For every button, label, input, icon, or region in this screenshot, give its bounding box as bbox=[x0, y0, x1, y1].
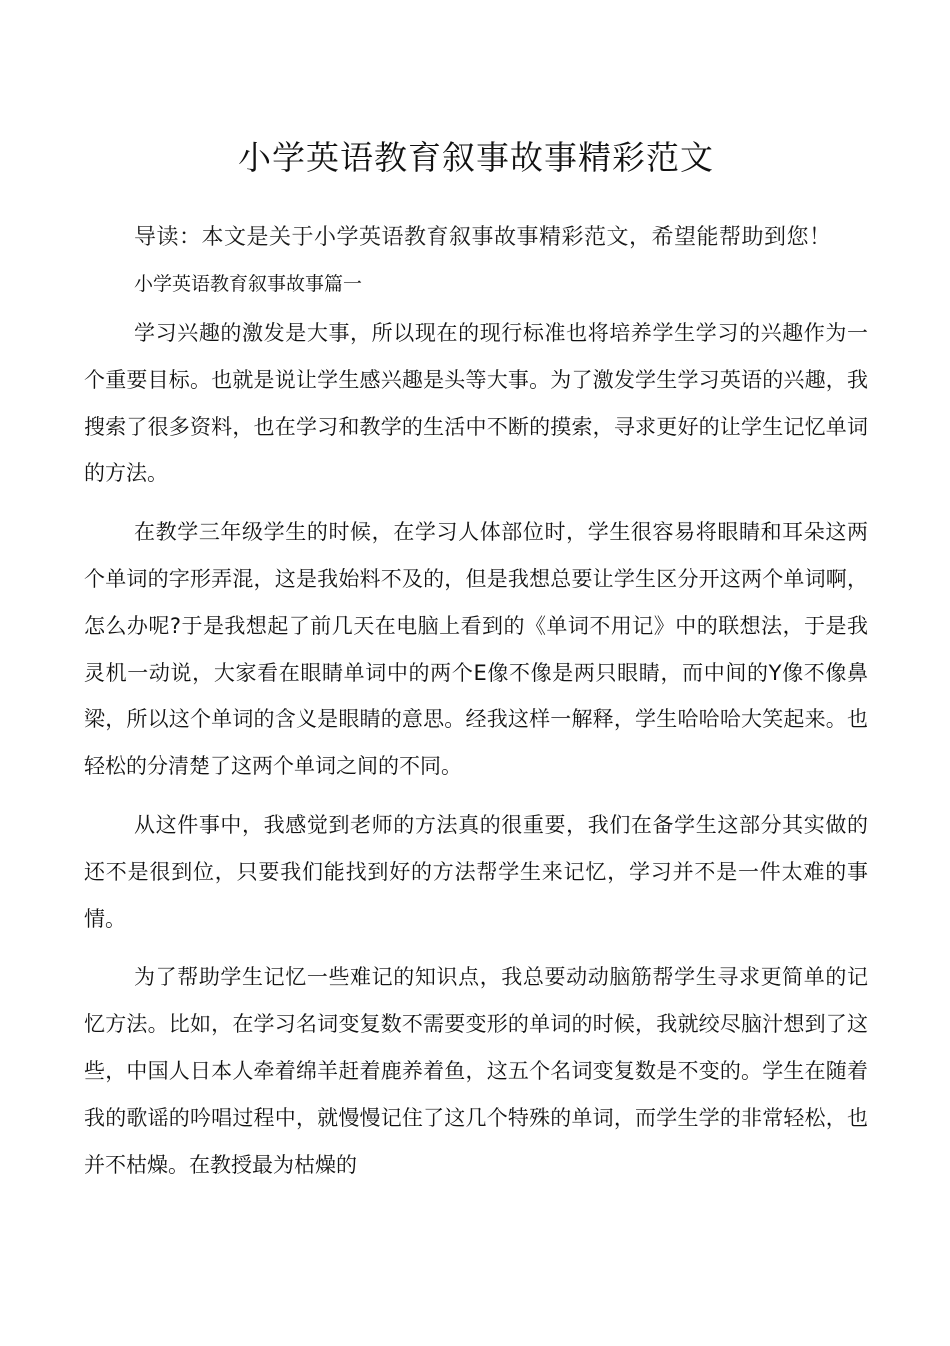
intro-text: 导读：本文是关于小学英语教育叙事故事精彩范文，希望能帮助到您！ bbox=[134, 225, 832, 250]
body-paragraph-4: 为了帮助学生记忆一些难记的知识点，我总要动动脑筋帮学生寻求更简单的记忆方法。比如，在学习名词变复数不需要变形的单词的时候，我就绞尽脑汁想到了这些，中国人日本人牵着绵羊赶着鹿养着鱼，这五个名词变复数是不变的。学生在随着我的歌谣的吟唱过程中，就慢慢记住了这几个特殊的单词，而学生学的非常轻松，也并不枯燥。在教授最为枯燥的 bbox=[84, 965, 868, 1177]
document-title: 小学英语教育叙事故事精彩范文 bbox=[238, 138, 714, 177]
body-paragraph-2: 在教学三年级学生的时候，在学习人体部位时，学生很容易将眼睛和耳朵这两个单词的字形弄混，这是我始料不及的，但是我想总要让学生区分开这两个单词啊，怎么办呢?于是我想起了前几天在电脑上看到的《单词不用记》中的联想法，于是我灵机一动说，大家看在眼睛单词中的两个E像不像是两只眼睛，而中间的Y像不像鼻梁，所以这个单词的含义是眼睛的意思。经我这样一解释，学生哈哈哈大笑起来。也轻松的分清楚了这两个单词之间的不同。 bbox=[84, 520, 868, 779]
section-heading: 小学英语教育叙事故事篇一 bbox=[134, 273, 363, 295]
body-paragraph-3: 从这件事中，我感觉到老师的方法真的很重要，我们在备学生这部分其实做的还不是很到位，只要我们能找到好的方法帮学生来记忆，学习并不是一件太难的事情。 bbox=[84, 812, 868, 931]
body-paragraph-1: 学习兴趣的激发是大事，所以现在的现行标准也将培养学生学习的兴趣作为一个重要目标。也就是说让学生感兴趣是头等大事。为了激发学生学习英语的兴趣，我搜索了很多资料，也在学习和教学的生活中不断的摸索，寻求更好的让学生记忆单词的方法。 bbox=[84, 321, 868, 486]
